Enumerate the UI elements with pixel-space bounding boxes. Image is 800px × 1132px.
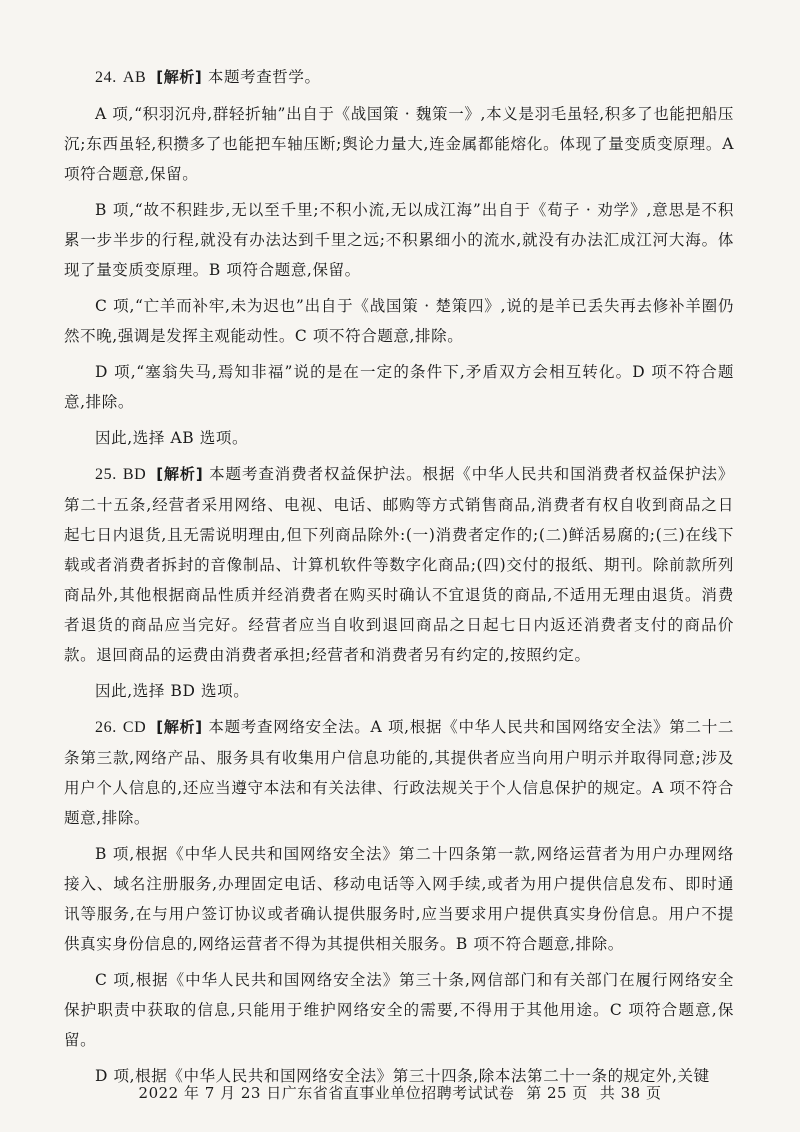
q25-analysis-tag: [解析] (156, 465, 204, 483)
q25-number: 25. (95, 466, 117, 483)
q26-option-d: D 项,根据《中华人民共和国网络安全法》第三十四条,除本法第二十一条的规定外,关键 (95, 1067, 710, 1085)
q24-number: 24. (95, 69, 117, 86)
q26-answer: CD (122, 719, 147, 736)
q26-option-c: C 项,根据《中华人民共和国网络安全法》第三十条,网信部门和有关部门在履行网络安全保护职责中获取的信息,只能用于维护网络安全的需要,不得用于其他用途。C 项符合题意,保留。 (64, 971, 734, 1049)
q24-option-d: D 项,“塞翁失马,焉知非福”说的是在一定的条件下,矛盾双方会相互转化。D 项不符合题意,排除。 (64, 363, 734, 411)
q24-header (64, 62, 734, 93)
q24-conclusion: 因此,选择 AB 选项。 (95, 429, 249, 447)
q24-option-c: C 项,“亡羊而补牢,未为迟也”出自于《战国策 · 楚策四》,说的是羊已丢失再去修补羊圈仍然不晚,强调是发挥主观能动性。C 项不符合题意,排除。 (64, 297, 734, 345)
footer-total-pages: 共 38 页 (599, 1084, 662, 1102)
q24-analysis-tag: [解析] (156, 68, 203, 86)
q24-option-a: A 项,“积羽沉舟,群轻折轴”出自于《战国策 · 魏策一》,本义是羽毛虽轻,积多了也能把船压沉;东西虽轻,积攒多了也能把车轴压断;舆论力量大,连金属都能熔化。体现了量变质变原理。A 项符合题意,保留。 (64, 105, 734, 183)
page-footer (0, 1082, 800, 1103)
q26-number: 26. (95, 719, 117, 736)
q24-topic: 本题考查哲学。 (207, 68, 321, 86)
q25-body: 本题考查消费者权益保护法。根据《中华人民共和国消费者权益保护法》第二十五条,经营者采用网络、电视、电话、邮购等方式销售商品,消费者有权自收到商品之日起七日内退货,且无需说明理由,但下列商品除外:(一)消费者定作的;(二)鲜活易腐的;(三)在线下载或者消费者拆封的音像制品、计算机软件等数字化商品;(四)交付的报纸、期刊。除前款所列商品外,其他根据商品性质并经消费者在购买时确认不宜退货的商品,不适用无理由退货。消费者退货的商品应当完好。经营者应当自收到退回商品之日起七日内返还消费者支付的商品价款。退回商品的运费由消费者承担;经营者和消费者另有约定的,按照约定。 (64, 465, 734, 664)
q24-option-b: B 项,“故不积跬步,无以至千里;不积小流,无以成江海”出自于《荀子 · 劝学》,意思是不积累一步半步的行程,就没有办法达到千里之远;不积累细小的流水,就没有办法汇成江河大海。体现了量变质变原理。B 项符合题意,保留。 (64, 201, 734, 279)
answer-explanations (64, 62, 734, 1097)
q26-analysis-tag: [解析] (156, 718, 203, 736)
q24-answer: AB (122, 69, 147, 86)
footer-page-number: 第 25 页 (526, 1084, 588, 1102)
q26-option-b: B 项,根据《中华人民共和国网络安全法》第二十四条第一款,网络运营者为用户办理网络接入、域名注册服务,办理固定电话、移动电话等入网手续,或者为用户提供信息发布、即时通讯等服务,在与用户签订协议或者确认提供服务时,应当要求用户提供真实身份信息。用户不提供真实身份信息的,网络运营者不得为其提供相关服务。B 项不符合题意,排除。 (64, 845, 734, 953)
q26-explanation (64, 712, 734, 833)
q25-conclusion: 因此,选择 BD 选项。 (95, 682, 250, 700)
q25-explanation (64, 459, 734, 670)
footer-exam-title: 2022 年 7 月 23 日广东省省直事业单位招聘考试试卷 (138, 1084, 515, 1102)
q25-answer: BD (122, 466, 147, 483)
q26-body: 本题考查网络安全法。A 项,根据《中华人民共和国网络安全法》第二十二条第三款,网络产品、服务具有收集用户信息功能的,其提供者应当向用户明示并取得同意;涉及用户个人信息的,还应当遵守本法和有关法律、行政法规关于个人信息保护的规定。A 项不符合题意,排除。 (64, 718, 735, 827)
